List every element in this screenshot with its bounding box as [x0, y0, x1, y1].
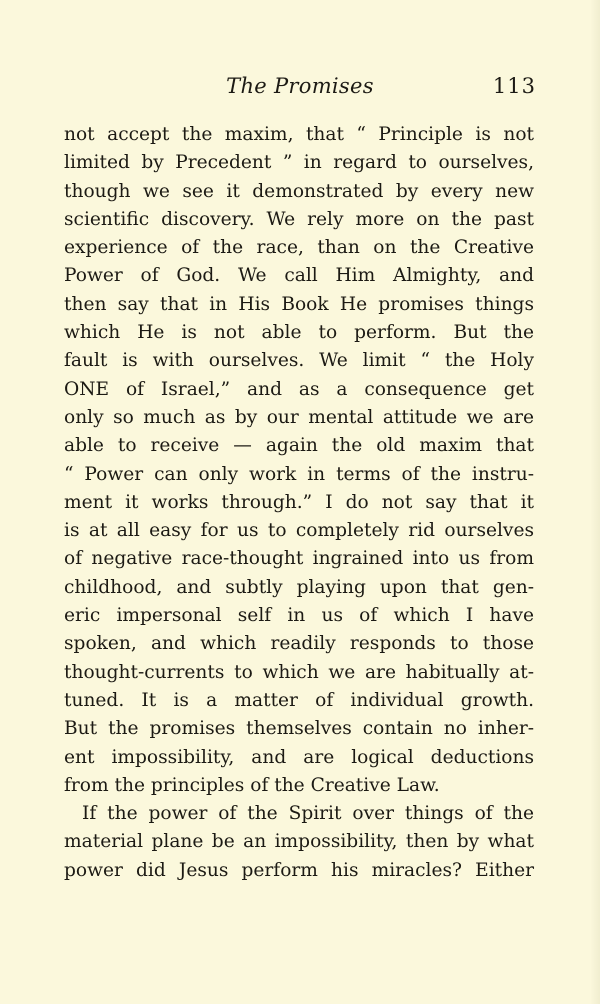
page-edge-shadow	[590, 0, 600, 1004]
text-line: then say that in His Book He promises things	[64, 293, 534, 315]
text-line: eric impersonal self in us of which I have	[64, 605, 534, 627]
text-line: of negative race-thought ingrained into us from	[64, 548, 534, 570]
text-line: experience of the race, than on the Creative	[64, 237, 534, 259]
paragraph-first-line: If the power of the Spirit over things of the	[82, 803, 534, 825]
running-title: The Promises	[226, 74, 374, 98]
text-line: though we see it demonstrated by every new	[64, 180, 534, 202]
text-line: power did Jesus perform his miracles? Either	[64, 859, 534, 881]
text-line: is at all easy for us to completely rid ourselves	[64, 520, 534, 542]
text-line: fault is with ourselves. We limit “ the Holy	[64, 350, 534, 372]
text-line: Power of God. We call Him Almighty, and	[64, 265, 534, 287]
text-line: able to receive — again the old maxim that	[64, 435, 534, 457]
text-line: ONE of Israel,” and as a consequence get	[64, 378, 534, 400]
text-line: material plane be an impossibility, then by what	[64, 831, 534, 853]
page-number: 113	[492, 74, 536, 98]
paragraph-last-line: from the principles of the Creative Law.	[64, 774, 440, 796]
text-line: spoken, and which readily responds to those	[64, 633, 534, 655]
text-line: thought-currents to which we are habitually at-	[64, 661, 534, 683]
text-line: only so much as by our mental attitude we are	[64, 406, 534, 428]
text-line: ment it works through.” I do not say that it	[64, 491, 534, 513]
text-line: But the promises themselves contain no inher-	[64, 718, 534, 740]
text-line: scientific discovery. We rely more on the past	[64, 208, 534, 230]
body-text	[64, 121, 534, 885]
running-header	[64, 72, 536, 102]
text-line: limited by Precedent ” in regard to ourselves,	[64, 152, 534, 174]
text-line: tuned. It is a matter of individual growth.	[64, 689, 534, 711]
text-line: not accept the maxim, that “ Principle is not	[64, 124, 534, 145]
text-line: childhood, and subtly playing upon that gen-	[64, 576, 534, 598]
text-line: which He is not able to perform. But the	[64, 322, 534, 344]
text-line: “ Power can only work in terms of the instru-	[64, 463, 534, 485]
text-line: ent impossibility, and are logical deductions	[64, 746, 534, 768]
